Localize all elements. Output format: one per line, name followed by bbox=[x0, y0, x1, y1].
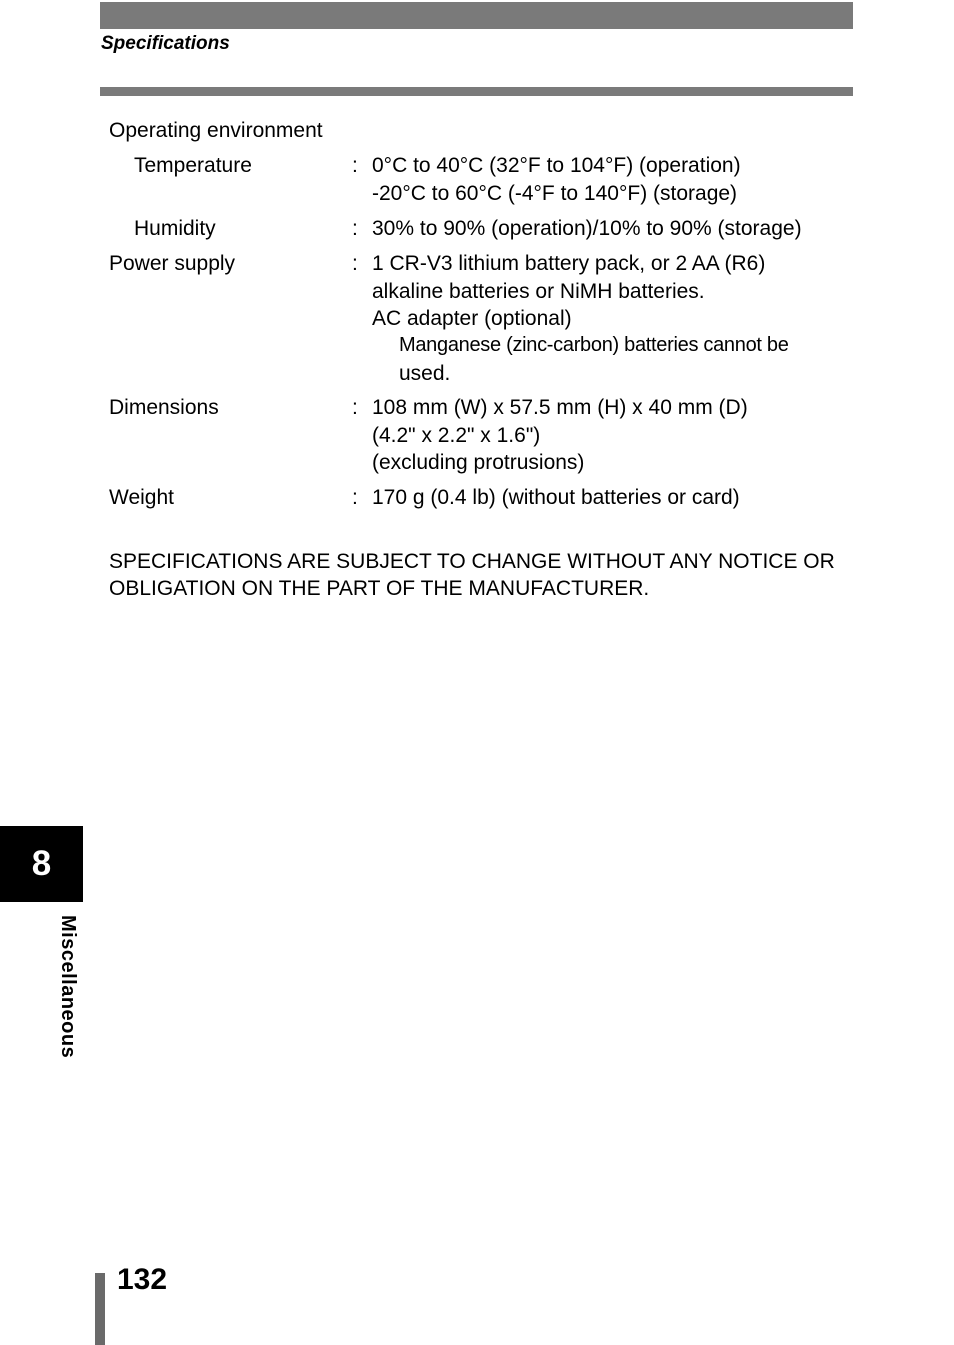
temperature-colon: : bbox=[352, 154, 358, 177]
dimensions-line-2: (4.2" x 2.2" x 1.6") bbox=[372, 424, 541, 447]
dimensions-label: Dimensions bbox=[109, 396, 219, 419]
power-supply-line-3: AC adapter (optional) bbox=[372, 307, 572, 330]
power-supply-line-2: alkaline batteries or NiMH batteries. bbox=[372, 280, 705, 303]
power-supply-label: Power supply bbox=[109, 252, 236, 275]
page-number: 132 bbox=[117, 1263, 168, 1296]
temperature-operation-value: 0°C to 40°C (32°F to 104°F) (operation) bbox=[372, 154, 741, 177]
weight-colon: : bbox=[352, 486, 358, 509]
chapter-label: Miscellaneous bbox=[57, 915, 79, 1059]
power-supply-note-1: Manganese (zinc-carbon) batteries cannot be bbox=[399, 334, 789, 356]
dimensions-line-3: (excluding protrusions) bbox=[372, 451, 585, 474]
humidity-label: Humidity bbox=[134, 217, 216, 240]
dimensions-line-1: 108 mm (W) x 57.5 mm (H) x 40 mm (D) bbox=[372, 396, 748, 419]
humidity-value: 30% to 90% (operation)/10% to 90% (storage) bbox=[372, 217, 802, 240]
power-supply-line-1: 1 CR-V3 lithium battery pack, or 2 AA (R6) bbox=[372, 252, 766, 275]
page-number-bar bbox=[95, 1273, 105, 1345]
power-supply-note-2: used. bbox=[399, 362, 451, 385]
dimensions-colon: : bbox=[352, 396, 358, 419]
temperature-storage-value: -20°C to 60°C (-4°F to 140°F) (storage) bbox=[372, 182, 738, 205]
header-title: Specifications bbox=[101, 33, 230, 54]
power-supply-colon: : bbox=[352, 252, 358, 275]
header-top-bar bbox=[100, 2, 853, 29]
weight-value: 170 g (0.4 lb) (without batteries or card) bbox=[372, 486, 740, 509]
header-rule-bar bbox=[100, 87, 853, 96]
specifications-notice: SPECIFICATIONS ARE SUBJECT TO CHANGE WITHOUT ANY NOTICE OR OBLIGATION ON THE PART OF THE MANUFACTURER. bbox=[109, 550, 835, 600]
temperature-label: Temperature bbox=[134, 154, 252, 177]
weight-label: Weight bbox=[109, 486, 174, 509]
chapter-number-tab: 8 bbox=[0, 826, 83, 902]
humidity-colon: : bbox=[352, 217, 358, 240]
operating-environment-label: Operating environment bbox=[109, 119, 323, 142]
